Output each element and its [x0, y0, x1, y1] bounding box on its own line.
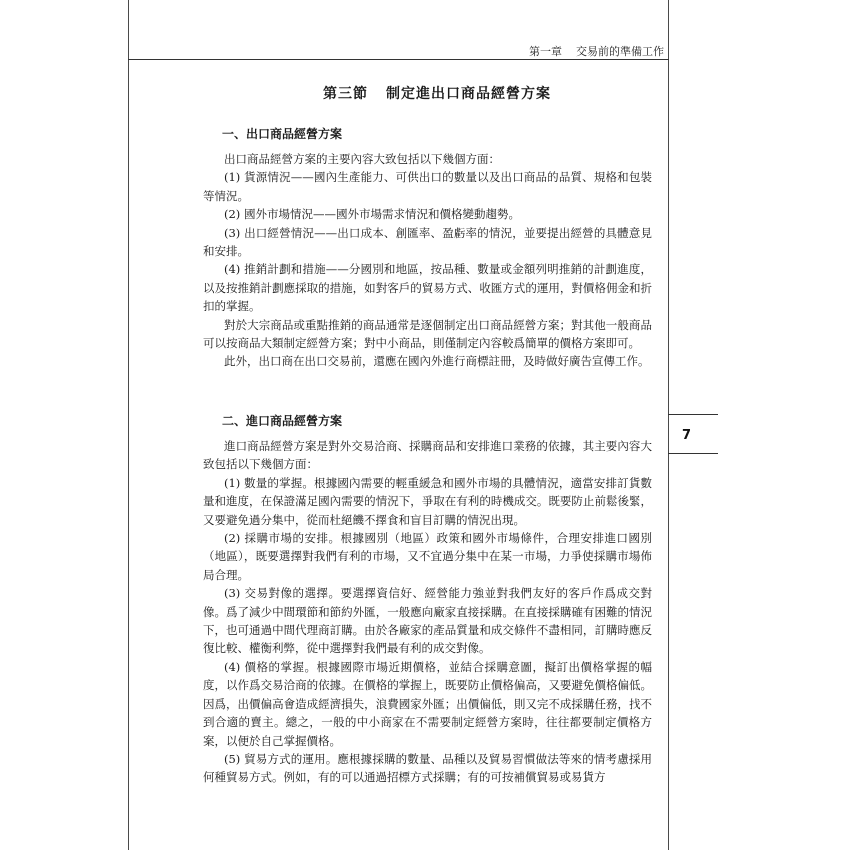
- running-header: [529, 43, 664, 59]
- header-chapter: 第一章: [529, 45, 562, 58]
- paragraph: 出口商品經營方案的主要內容大致包括以下幾個方面：: [224, 152, 500, 166]
- paragraph: 進口商品經營方案是對外交易洽商、採購商品和安排進口業務的依據，其主要內容大致包括以下幾個方面：: [203, 439, 652, 472]
- paragraph: (5) 貿易方式的運用。應根據採購的數量、品種以及貿易習慣做法等來的情考慮採用何種貿易方式。例如，有的可以通過招標方式採購；有的可按補償貿易或易貨方: [203, 751, 652, 785]
- section-title: [323, 83, 551, 103]
- section-title-text: 制定進出口商品經營方案: [386, 86, 551, 102]
- subsection-body: [203, 437, 652, 787]
- paragraph: (3) 交易對像的選擇。要選擇資信好、經營能力強並對我們友好的客戶作爲成交對像。爲了減少中間環節和節約外匯，一般應向廠家直接採購。在直接採購確有困難的情況下，也可通過中間代理商訂購。由於各廠家的產品質量和成交條件不盡相同，訂購時應反復比較、權衡利弊，從中選擇對我們最有利的成交對像。: [203, 586, 652, 656]
- paragraph: (4) 推銷計劃和措施——分國別和地區，按品種、數量或金額列明推銷的計劃進度，以及按推銷計劃應採取的措施，如對客戶的貿易方式、收匯方式的運用，對價格佣金和折扣的掌握。: [203, 262, 652, 314]
- section-number: 第三節: [323, 86, 368, 102]
- paragraph: 此外，出口商在出口交易前，還應在國內外進行商標註冊，及時做好廣告宣傳工作。: [224, 354, 650, 369]
- paragraph: (1) 數量的掌握。根據國內需要的輕重緩急和國外市場的具體情況，適當安排訂貨數量和進度，在保證滿足國內需要的情況下，爭取在有利的時機成交。既要防止前鬆後緊，又要避免過分集中，從而杜絕饑不擇食和盲目訂購的情況出現。: [203, 475, 652, 527]
- paragraph: (4) 價格的掌握。根據國際市場近期價格，並結合採購意圖，擬訂出價格掌握的幅度，以作爲交易洽商的依據。在價格的掌握上，既要防止價格偏高，又要避免價格偏低。因爲，出價偏高會造成經濟損失，浪費國家外匯；出價偏低，則又完不成採購任務，找不到合適的賣主。總之，一般的中小商家在不需要制定經營方案時，往往都要制定價格方案，以便於自己掌握價格。: [203, 659, 652, 748]
- page-tab: [668, 414, 718, 454]
- subsection-heading: 二、進口商品經營方案: [222, 414, 343, 428]
- subsection-body: [203, 150, 652, 371]
- page-tab-rule: [668, 453, 718, 454]
- subsection-heading: 一、出口商品經營方案: [222, 127, 343, 141]
- header-rule: [128, 59, 669, 60]
- paragraph: (2) 國外市場情況——國外市場需求情況和價格變動趨勢。: [224, 207, 520, 222]
- header-chapter-title: 交易前的準備工作: [576, 45, 664, 58]
- left-margin-line: [128, 0, 129, 850]
- paragraph: (2) 採購市場的安排。根據國別（地區）政策和國外市場條件，合理安排進口國別（地區），既要選擇對我們有利的市場，又不宜過分集中在某一市場，力爭使採購市場佈局合理。: [203, 531, 652, 582]
- paragraph: (3) 出口經營情況——出口成本、創匯率、盈虧率的情況，並要提出經營的具體意見和安排。: [203, 225, 652, 259]
- paragraph: 對於大宗商品或重點推銷的商品通常是逐個制定出口商品經營方案；對其他一般商品可以按商品大類制定經營方案；對中小商品，則僅制定內容較爲簡單的價格方案即可。: [203, 317, 652, 351]
- page-number: 7: [682, 428, 692, 443]
- paragraph: (1) 貨源情況——國內生產能力、可供出口的數量以及出口商品的品質、規格和包裝等情況。: [203, 170, 652, 203]
